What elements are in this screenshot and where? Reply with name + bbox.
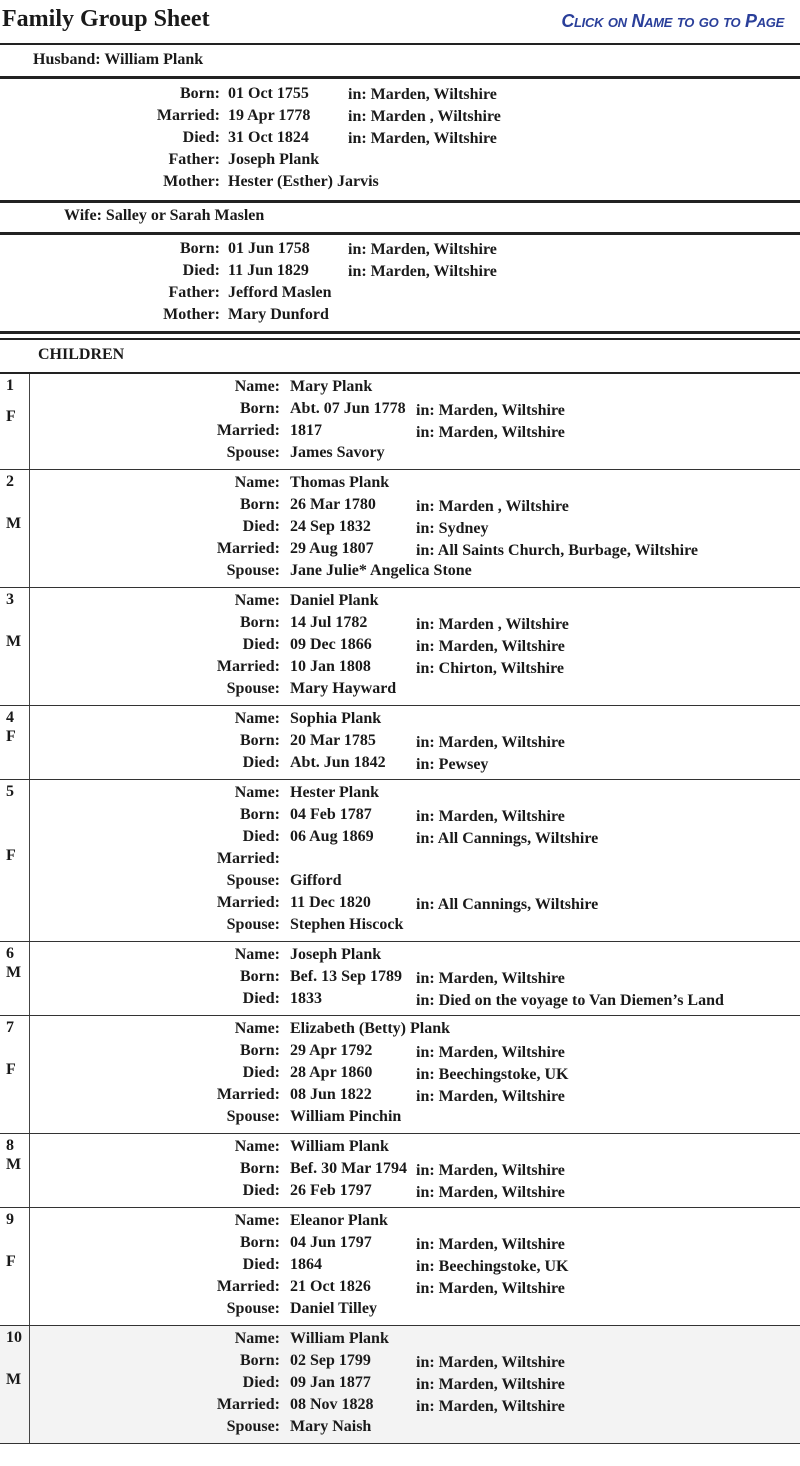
child-field-label: Died: bbox=[242, 1374, 280, 1391]
child-field-place: in: Marden, Wiltshire bbox=[416, 1398, 565, 1415]
child-column-divider bbox=[29, 706, 30, 780]
child-sex: F bbox=[6, 1253, 16, 1270]
child-column-divider bbox=[29, 588, 30, 706]
child-field-label: Born: bbox=[240, 400, 280, 417]
divider bbox=[0, 76, 800, 79]
child-field-place: in: Marden, Wiltshire bbox=[416, 424, 565, 441]
wife-name[interactable]: Salley or Sarah Maslen bbox=[105, 207, 265, 224]
child-field-value: 26 Feb 1797 bbox=[290, 1182, 372, 1199]
child-column-divider bbox=[29, 780, 30, 942]
child-sex: M bbox=[6, 1371, 22, 1388]
child-field-value: 08 Jun 1822 bbox=[290, 1086, 372, 1103]
child-number: 5 bbox=[6, 783, 14, 800]
child-entry bbox=[0, 470, 800, 588]
child-field-label: Married: bbox=[216, 1396, 280, 1413]
child-field-place: in: All Saints Church, Burbage, Wiltshire bbox=[416, 542, 698, 559]
child-name[interactable]: William Plank bbox=[290, 1138, 389, 1155]
child-field-value[interactable]: Gifford bbox=[290, 872, 342, 889]
child-name[interactable]: Daniel Plank bbox=[290, 592, 379, 609]
child-field-place: in: All Cannings, Wiltshire bbox=[416, 830, 599, 847]
husband-event-label: Born: bbox=[180, 85, 220, 102]
child-field-value: 10 Jan 1808 bbox=[290, 658, 371, 675]
wife-event-label: Mother: bbox=[163, 306, 220, 323]
child-field-label: Married: bbox=[216, 850, 280, 867]
child-entry bbox=[0, 1208, 800, 1326]
child-field-value[interactable]: Jane Julie* Angelica Stone bbox=[290, 562, 472, 579]
divider bbox=[0, 338, 800, 340]
husband-event-label: Married: bbox=[156, 107, 220, 124]
child-field-value: 04 Feb 1787 bbox=[290, 806, 372, 823]
divider bbox=[0, 232, 800, 235]
child-field-place: in: Marden, Wiltshire bbox=[416, 1162, 565, 1179]
child-field-label: Name: bbox=[234, 1330, 280, 1347]
child-field-label: Name: bbox=[234, 710, 280, 727]
child-entry bbox=[0, 1134, 800, 1208]
child-field-label: Spouse: bbox=[226, 1108, 280, 1125]
child-column-divider bbox=[29, 1208, 30, 1326]
child-field-place: in: Marden, Wiltshire bbox=[416, 734, 565, 751]
wife-event-value[interactable]: Jefford Maslen bbox=[228, 284, 332, 301]
wife-event-label: Father: bbox=[168, 284, 220, 301]
child-field-value: 1817 bbox=[290, 422, 322, 439]
child-entry bbox=[0, 374, 800, 470]
husband-event-place: in: Marden , Wiltshire bbox=[348, 108, 501, 125]
child-name[interactable]: William Plank bbox=[290, 1330, 389, 1347]
child-field-place: in: Marden, Wiltshire bbox=[416, 1088, 565, 1105]
child-field-label: Died: bbox=[242, 1064, 280, 1081]
child-sex: F bbox=[6, 728, 16, 745]
child-field-label: Name: bbox=[234, 474, 280, 491]
child-number: 10 bbox=[6, 1329, 22, 1346]
child-field-label: Married: bbox=[216, 1278, 280, 1295]
child-field-label: Spouse: bbox=[226, 680, 280, 697]
child-number: 4 bbox=[6, 709, 14, 726]
wife-header bbox=[64, 207, 264, 225]
child-number: 7 bbox=[6, 1019, 14, 1036]
husband-event-value: 31 Oct 1824 bbox=[228, 129, 309, 146]
child-field-label: Died: bbox=[242, 754, 280, 771]
child-field-value: Abt. Jun 1842 bbox=[290, 754, 386, 771]
child-field-place: in: Marden, Wiltshire bbox=[416, 1354, 565, 1371]
child-field-label: Born: bbox=[240, 614, 280, 631]
child-field-label: Died: bbox=[242, 518, 280, 535]
children-heading: CHILDREN bbox=[38, 346, 125, 363]
child-field-place: in: Marden, Wiltshire bbox=[416, 638, 565, 655]
child-field-place: in: Marden, Wiltshire bbox=[416, 1236, 565, 1253]
child-field-place: in: Chirton, Wiltshire bbox=[416, 660, 565, 677]
child-field-value[interactable]: William Pinchin bbox=[290, 1108, 402, 1125]
wife-event-value[interactable]: Mary Dunford bbox=[228, 306, 329, 323]
child-field-place: in: Sydney bbox=[416, 520, 489, 537]
wife-event-label: Born: bbox=[180, 240, 220, 257]
child-entry bbox=[0, 942, 800, 1016]
divider bbox=[0, 1443, 800, 1444]
child-field-label: Died: bbox=[242, 636, 280, 653]
child-field-label: Born: bbox=[240, 806, 280, 823]
child-field-label: Name: bbox=[234, 1020, 280, 1037]
child-field-value: 11 Dec 1820 bbox=[290, 894, 371, 911]
child-field-value: 09 Dec 1866 bbox=[290, 636, 372, 653]
child-field-label: Spouse: bbox=[226, 872, 280, 889]
child-column-divider bbox=[29, 374, 30, 470]
child-field-label: Married: bbox=[216, 540, 280, 557]
child-field-label: Died: bbox=[242, 828, 280, 845]
divider bbox=[0, 200, 800, 203]
divider bbox=[0, 43, 800, 45]
divider bbox=[0, 331, 800, 334]
child-field-value: 04 Jun 1797 bbox=[290, 1234, 372, 1251]
child-field-label: Spouse: bbox=[226, 562, 280, 579]
wife-event-place: in: Marden, Wiltshire bbox=[348, 241, 497, 258]
child-field-label: Name: bbox=[234, 1212, 280, 1229]
child-sex: M bbox=[6, 1156, 22, 1173]
child-field-value[interactable]: Mary Hayward bbox=[290, 680, 397, 697]
child-entry bbox=[0, 588, 800, 706]
child-field-place: in: Marden, Wiltshire bbox=[416, 970, 565, 987]
child-column-divider bbox=[29, 942, 30, 1016]
child-field-value: 06 Aug 1869 bbox=[290, 828, 374, 845]
child-name[interactable]: Sophia Plank bbox=[290, 710, 382, 727]
child-field-value: 1833 bbox=[290, 990, 322, 1007]
child-field-label: Died: bbox=[242, 990, 280, 1007]
child-field-place: in: Beechingstoke, UK bbox=[416, 1258, 569, 1275]
child-sex: F bbox=[6, 1061, 16, 1078]
child-field-value: 26 Mar 1780 bbox=[290, 496, 376, 513]
child-field-place: in: Marden, Wiltshire bbox=[416, 808, 565, 825]
child-field-label: Born: bbox=[240, 1042, 280, 1059]
child-field-label: Born: bbox=[240, 496, 280, 513]
page-title: Family Group Sheet bbox=[2, 6, 210, 32]
wife-event-label: Died: bbox=[182, 262, 220, 279]
child-field-place: in: Marden, Wiltshire bbox=[416, 1280, 565, 1297]
child-field-label: Name: bbox=[234, 378, 280, 395]
child-field-place: in: Died on the voyage to Van Diemen’s Land bbox=[416, 992, 724, 1009]
child-field-value[interactable]: James Savory bbox=[290, 444, 385, 461]
child-sex: M bbox=[6, 515, 22, 532]
child-number: 3 bbox=[6, 591, 14, 608]
husband-event-place: in: Marden, Wiltshire bbox=[348, 130, 497, 147]
child-field-value: 28 Apr 1860 bbox=[290, 1064, 373, 1081]
child-name[interactable]: Mary Plank bbox=[290, 378, 373, 395]
husband-event-value[interactable]: Joseph Plank bbox=[228, 151, 320, 168]
child-field-label: Married: bbox=[216, 422, 280, 439]
child-field-value[interactable]: Daniel Tilley bbox=[290, 1300, 377, 1317]
child-field-place: in: Pewsey bbox=[416, 756, 489, 773]
child-field-label: Spouse: bbox=[226, 916, 280, 933]
child-field-value: Abt. 07 Jun 1778 bbox=[290, 400, 406, 417]
child-entry bbox=[0, 1326, 800, 1444]
child-field-label: Spouse: bbox=[226, 1418, 280, 1435]
child-name[interactable]: Hester Plank bbox=[290, 784, 380, 801]
child-field-label: Name: bbox=[234, 784, 280, 801]
husband-event-label: Died: bbox=[182, 129, 220, 146]
husband-label: Husband: bbox=[33, 51, 101, 68]
child-field-label: Born: bbox=[240, 1234, 280, 1251]
wife-label: Wife: bbox=[64, 207, 102, 224]
child-field-place: in: Marden, Wiltshire bbox=[416, 1184, 565, 1201]
husband-event-value[interactable]: Hester (Esther) Jarvis bbox=[228, 173, 379, 190]
husband-name[interactable]: William Plank bbox=[104, 51, 204, 68]
child-field-label: Name: bbox=[234, 1138, 280, 1155]
child-field-value: Bef. 30 Mar 1794 bbox=[290, 1160, 408, 1177]
child-field-label: Married: bbox=[216, 894, 280, 911]
child-sex: M bbox=[6, 964, 22, 981]
child-number: 6 bbox=[6, 945, 14, 962]
child-field-value: 09 Jan 1877 bbox=[290, 1374, 371, 1391]
husband-header bbox=[33, 51, 203, 69]
child-field-value: 02 Sep 1799 bbox=[290, 1352, 371, 1369]
child-field-place: in: Marden, Wiltshire bbox=[416, 1376, 565, 1393]
child-name[interactable]: Eleanor Plank bbox=[290, 1212, 388, 1229]
child-name[interactable]: Elizabeth (Betty) Plank bbox=[290, 1020, 450, 1037]
child-field-place: in: Beechingstoke, UK bbox=[416, 1066, 569, 1083]
husband-event-label: Father: bbox=[168, 151, 220, 168]
child-field-value[interactable]: Stephen Hiscock bbox=[290, 916, 404, 933]
child-field-value: 24 Sep 1832 bbox=[290, 518, 371, 535]
wife-event-value: 01 Jun 1758 bbox=[228, 240, 310, 257]
child-field-value: 29 Aug 1807 bbox=[290, 540, 374, 557]
child-field-label: Died: bbox=[242, 1182, 280, 1199]
child-field-label: Name: bbox=[234, 946, 280, 963]
child-field-value: Bef. 13 Sep 1789 bbox=[290, 968, 402, 985]
child-field-label: Married: bbox=[216, 1086, 280, 1103]
child-column-divider bbox=[29, 1326, 30, 1444]
child-field-label: Spouse: bbox=[226, 444, 280, 461]
child-entry bbox=[0, 780, 800, 942]
child-field-label: Died: bbox=[242, 1256, 280, 1273]
child-field-label: Married: bbox=[216, 658, 280, 675]
husband-event-value: 01 Oct 1755 bbox=[228, 85, 309, 102]
child-field-place: in: Marden , Wiltshire bbox=[416, 498, 569, 515]
child-entry bbox=[0, 1016, 800, 1134]
child-sex: M bbox=[6, 633, 22, 650]
husband-event-place: in: Marden, Wiltshire bbox=[348, 86, 497, 103]
child-number: 9 bbox=[6, 1211, 14, 1228]
child-field-label: Spouse: bbox=[226, 1300, 280, 1317]
husband-event-value: 19 Apr 1778 bbox=[228, 107, 311, 124]
child-sex: F bbox=[6, 847, 16, 864]
child-field-value: 1864 bbox=[290, 1256, 322, 1273]
child-field-value[interactable]: Mary Naish bbox=[290, 1418, 372, 1435]
wife-event-value: 11 Jun 1829 bbox=[228, 262, 309, 279]
child-field-place: in: All Cannings, Wiltshire bbox=[416, 896, 599, 913]
child-field-label: Born: bbox=[240, 1160, 280, 1177]
child-number: 8 bbox=[6, 1137, 14, 1154]
child-sex: F bbox=[6, 408, 16, 425]
child-field-label: Born: bbox=[240, 968, 280, 985]
child-field-label: Born: bbox=[240, 732, 280, 749]
child-column-divider bbox=[29, 1134, 30, 1208]
child-field-place: in: Marden, Wiltshire bbox=[416, 402, 565, 419]
child-number: 1 bbox=[6, 377, 14, 394]
child-field-place: in: Marden , Wiltshire bbox=[416, 616, 569, 633]
child-field-value: 08 Nov 1828 bbox=[290, 1396, 374, 1413]
child-name[interactable]: Thomas Plank bbox=[290, 474, 390, 491]
child-name[interactable]: Joseph Plank bbox=[290, 946, 382, 963]
child-field-label: Name: bbox=[234, 592, 280, 609]
child-entry bbox=[0, 706, 800, 780]
wife-event-place: in: Marden, Wiltshire bbox=[348, 263, 497, 280]
child-field-place: in: Marden, Wiltshire bbox=[416, 1044, 565, 1061]
child-field-value: 29 Apr 1792 bbox=[290, 1042, 373, 1059]
child-number: 2 bbox=[6, 473, 14, 490]
child-field-value: 20 Mar 1785 bbox=[290, 732, 376, 749]
child-field-label: Born: bbox=[240, 1352, 280, 1369]
husband-event-label: Mother: bbox=[163, 173, 220, 190]
child-field-value: 21 Oct 1826 bbox=[290, 1278, 371, 1295]
child-field-value: 14 Jul 1782 bbox=[290, 614, 368, 631]
child-column-divider bbox=[29, 470, 30, 588]
child-column-divider bbox=[29, 1016, 30, 1134]
click-name-banner: Click on Name to go to Page bbox=[561, 11, 784, 31]
